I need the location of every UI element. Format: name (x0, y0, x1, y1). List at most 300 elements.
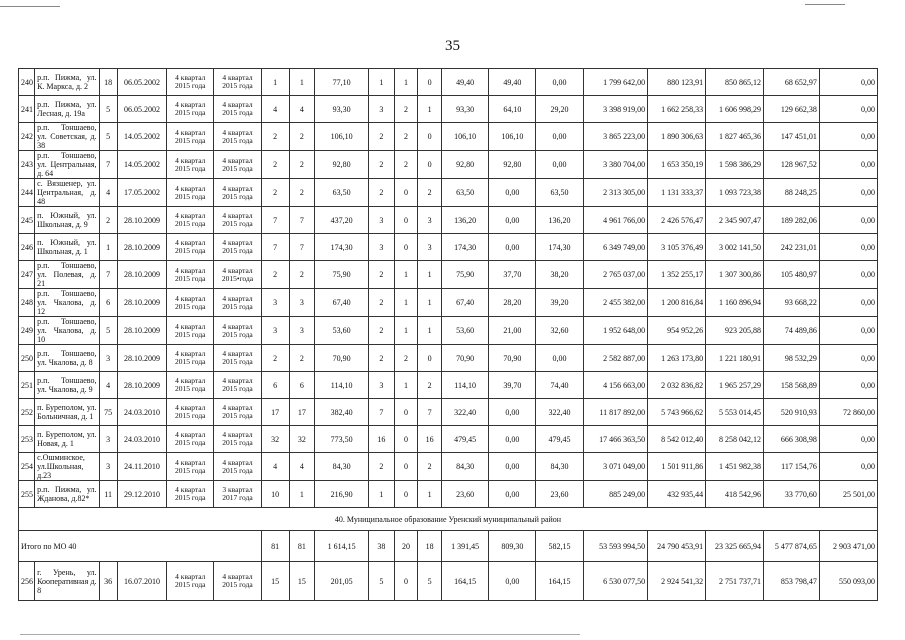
cost-local: 88 248,25 (764, 179, 820, 207)
area-a: 64,10 (489, 96, 536, 123)
recognition-date: 24.03.2010 (117, 399, 166, 426)
cost-fund: 1 131 333,37 (648, 179, 706, 207)
actual-quarter: 4 квартал 2015 года (214, 345, 261, 372)
resettled-count: 2 (289, 345, 315, 372)
area-a: 28,20 (489, 289, 536, 317)
cost-total: 3 398 919,00 (583, 96, 647, 123)
apartments-count: 11 (99, 481, 117, 508)
address-cell: с.Ошминское, ул.Школьная, д.23 (35, 453, 99, 481)
cost-total: 3 865 223,00 (583, 123, 647, 151)
table-row (19, 96, 878, 123)
recognition-date: 24.03.2010 (117, 426, 166, 453)
total-total-area: 1 614,15 (315, 531, 369, 562)
recognition-date: 29.12.2010 (117, 481, 166, 508)
cost-total: 2 582 887,00 (583, 345, 647, 372)
actual-quarter: 4 квартал 2015 года (214, 123, 261, 151)
units-a: 0 (394, 207, 418, 234)
units-a: 1 (394, 372, 418, 399)
planned-quarter: 4 квартал 2015 года (167, 207, 214, 234)
area-total: 53,60 (441, 317, 488, 345)
cost-extra: 72 860,00 (819, 399, 877, 426)
apartments-count: 18 (99, 69, 117, 96)
table-row (19, 481, 878, 508)
resettled-count: 17 (289, 399, 315, 426)
recognition-date: 28.10.2009 (117, 289, 166, 317)
table-row (19, 69, 878, 96)
cost-total: 1 952 648,00 (583, 317, 647, 345)
area-b: 136,20 (536, 207, 583, 234)
cost-fund: 1 662 258,33 (648, 96, 706, 123)
cost-fund: 1 263 173,80 (648, 345, 706, 372)
area-total: 136,20 (441, 207, 488, 234)
units-total: 2 (368, 179, 394, 207)
cost-region: 1 160 896,94 (706, 289, 764, 317)
cost-region: 1 221 180,91 (706, 345, 764, 372)
apartments-count: 3 (99, 345, 117, 372)
cost-extra: 25 501,00 (819, 481, 877, 508)
address-cell: р.п. Пижма, ул. Жданова, д.82* (35, 481, 99, 508)
units-total: 2 (368, 123, 394, 151)
resettled-count: 6 (289, 372, 315, 399)
area-b: 0,00 (536, 123, 583, 151)
cost-extra: 0,00 (819, 69, 877, 96)
cost-local: 129 662,38 (764, 96, 820, 123)
total-area-total: 1 391,45 (441, 531, 488, 562)
area-total: 63,50 (441, 179, 488, 207)
resettled-count: 3 (289, 317, 315, 345)
units-a: 2 (394, 123, 418, 151)
total-area: 382,40 (315, 399, 369, 426)
apartments-count: 75 (99, 399, 117, 426)
table-body (19, 69, 878, 601)
units-b: 2 (418, 453, 442, 481)
cost-fund: 880 123,91 (648, 69, 706, 96)
row-number: 247 (19, 261, 35, 289)
apartments-count: 2 (99, 207, 117, 234)
actual-quarter: 4 квартал 2015 года (214, 426, 261, 453)
cost-local: 117 154,76 (764, 453, 820, 481)
row-number: 255 (19, 481, 35, 508)
planned-quarter: 4 квартал 2015 года (167, 96, 214, 123)
actual-quarter: 4 квартал 2015•года (214, 261, 261, 289)
table-row (19, 207, 878, 234)
cost-extra: 0,00 (819, 151, 877, 179)
apartments-count: 4 (99, 372, 117, 399)
apartments-count: 1 (99, 234, 117, 261)
actual-quarter: 4 квартал 2015 года (214, 151, 261, 179)
actual-quarter: 4 квартал 2015 года (214, 96, 261, 123)
table-row (19, 179, 878, 207)
total-units-b: 18 (418, 531, 442, 562)
recognition-date: 24.11.2010 (117, 453, 166, 481)
units-a: 0 (394, 399, 418, 426)
cost-fund: 954 952,26 (648, 317, 706, 345)
area-b: 322,40 (536, 399, 583, 426)
cost-local: 105 480,97 (764, 261, 820, 289)
cost-local: 93 668,22 (764, 289, 820, 317)
row-number: 256 (19, 562, 35, 601)
cost-local: 33 770,60 (764, 481, 820, 508)
total-area: 114,10 (315, 372, 369, 399)
table-row (19, 151, 878, 179)
total-area: 773,50 (315, 426, 369, 453)
total-cost-total: 53 593 994,50 (583, 531, 647, 562)
recognition-date: 28.10.2009 (117, 345, 166, 372)
address-cell: р.п. Тоншаево, ул. Центральная, д. 64 (35, 151, 99, 179)
area-total: 174,30 (441, 234, 488, 261)
area-b: 164,15 (536, 562, 583, 601)
planned-quarter: 4 квартал 2015 года (167, 345, 214, 372)
residents-count: 2 (261, 345, 289, 372)
cost-extra: 0,00 (819, 426, 877, 453)
units-a: 1 (394, 69, 418, 96)
area-a: 0,00 (489, 562, 536, 601)
actual-quarter: 4 квартал 2015 года (214, 69, 261, 96)
actual-quarter: 4 квартал 2015 года (214, 453, 261, 481)
units-b: 0 (418, 69, 442, 96)
row-number: 249 (19, 317, 35, 345)
residents-count: 2 (261, 151, 289, 179)
row-number: 252 (19, 399, 35, 426)
planned-quarter: 4 квартал 2015 года (167, 234, 214, 261)
planned-quarter: 4 квартал 2015 года (167, 372, 214, 399)
cost-total: 2 455 382,00 (583, 289, 647, 317)
units-total: 3 (368, 234, 394, 261)
units-total: 3 (368, 372, 394, 399)
actual-quarter: 4 квартал 2015 года (214, 179, 261, 207)
area-a: 70,90 (489, 345, 536, 372)
residents-count: 17 (261, 399, 289, 426)
total-area: 67,40 (315, 289, 369, 317)
resettled-count: 15 (289, 562, 315, 601)
actual-quarter: 4 квартал 2015 года (214, 207, 261, 234)
planned-quarter: 4 квартал 2015 года (167, 151, 214, 179)
cost-total: 1 799 642,00 (583, 69, 647, 96)
row-number: 240 (19, 69, 35, 96)
cost-total: 2 313 305,00 (583, 179, 647, 207)
planned-quarter: 4 квартал 2015 года (167, 123, 214, 151)
area-b: 29,20 (536, 96, 583, 123)
units-a: 2 (394, 96, 418, 123)
recognition-date: 06.05.2002 (117, 96, 166, 123)
table-row (19, 399, 878, 426)
residents-count: 2 (261, 123, 289, 151)
address-cell: п. Южный, ул. Школьная, д. 9 (35, 207, 99, 234)
apartments-count: 7 (99, 261, 117, 289)
total-area: 174,30 (315, 234, 369, 261)
cost-region: 1 965 257,29 (706, 372, 764, 399)
cost-local: 520 910,93 (764, 399, 820, 426)
area-b: 0,00 (536, 151, 583, 179)
address-cell: р.п. Пижма, ул. К. Маркса, д. 2 (35, 69, 99, 96)
table-row (19, 426, 878, 453)
cost-extra: 0,00 (819, 179, 877, 207)
area-total: 106,10 (441, 123, 488, 151)
address-cell: г. Урень, ул. Кооперативная д. 8 (35, 562, 99, 601)
total-resettled-count: 81 (289, 531, 315, 562)
resettled-count: 32 (289, 426, 315, 453)
scan-artifact (0, 6, 60, 7)
residents-count: 4 (261, 96, 289, 123)
recognition-date: 14.05.2002 (117, 123, 166, 151)
total-cost-extra: 2 903 471,00 (819, 531, 877, 562)
actual-quarter: 4 квартал 2015 года (214, 399, 261, 426)
cost-fund: 2 032 836,82 (648, 372, 706, 399)
table-row (19, 289, 878, 317)
total-residents-count: 81 (261, 531, 289, 562)
units-a: 2 (394, 345, 418, 372)
row-number: 243 (19, 151, 35, 179)
recognition-date: 06.05.2002 (117, 69, 166, 96)
cost-extra: 0,00 (819, 123, 877, 151)
area-a: 21,00 (489, 317, 536, 345)
units-total: 2 (368, 261, 394, 289)
units-total: 2 (368, 453, 394, 481)
actual-quarter: 4 квартал 2015 года (214, 562, 261, 601)
resettled-count: 2 (289, 151, 315, 179)
total-area: 437,20 (315, 207, 369, 234)
planned-quarter: 4 квартал 2015 года (167, 317, 214, 345)
area-b: 23,60 (536, 481, 583, 508)
units-b: 3 (418, 207, 442, 234)
table-row (19, 453, 878, 481)
apartments-count: 7 (99, 151, 117, 179)
area-total: 479,45 (441, 426, 488, 453)
units-a: 1 (394, 261, 418, 289)
cost-fund: 1 653 350,19 (648, 151, 706, 179)
units-total: 2 (368, 345, 394, 372)
address-cell: р.п. Тоншаево, ул. Чкалова, д. 8 (35, 345, 99, 372)
page-number: 35 (445, 38, 460, 54)
cost-local: 189 282,06 (764, 207, 820, 234)
area-a: 92,80 (489, 151, 536, 179)
recognition-date: 16.07.2010 (117, 562, 166, 601)
resettled-count: 4 (289, 96, 315, 123)
residents-count: 15 (261, 562, 289, 601)
residents-count: 7 (261, 207, 289, 234)
resettled-count: 7 (289, 234, 315, 261)
total-area: 93,30 (315, 96, 369, 123)
cost-region: 1 093 723,38 (706, 179, 764, 207)
area-b: 63,50 (536, 179, 583, 207)
row-number: 253 (19, 426, 35, 453)
cost-fund: 2 426 576,47 (648, 207, 706, 234)
apartments-count: 5 (99, 317, 117, 345)
cost-total: 6 530 077,50 (583, 562, 647, 601)
residents-count: 7 (261, 234, 289, 261)
area-total: 84,30 (441, 453, 488, 481)
area-total: 49,40 (441, 69, 488, 96)
total-label: Итого по МО 40 (19, 531, 262, 562)
area-total: 75,90 (441, 261, 488, 289)
units-b: 1 (418, 96, 442, 123)
area-b: 174,30 (536, 234, 583, 261)
area-b: 32,60 (536, 317, 583, 345)
apartments-count: 36 (99, 562, 117, 601)
units-b: 1 (418, 261, 442, 289)
resettled-count: 2 (289, 261, 315, 289)
section-title: 40. Муниципальное образование Уренский муниципальный район (19, 508, 878, 531)
residents-count: 1 (261, 69, 289, 96)
cost-fund: 1 352 255,17 (648, 261, 706, 289)
area-a: 106,10 (489, 123, 536, 151)
apartments-count: 4 (99, 179, 117, 207)
address-cell: п. Южный, ул. Школьная, д. 1 (35, 234, 99, 261)
cost-region: 1 451 982,38 (706, 453, 764, 481)
units-a: 0 (394, 453, 418, 481)
units-total: 3 (368, 96, 394, 123)
cost-local: 666 308,98 (764, 426, 820, 453)
total-cost-region: 23 325 665,94 (706, 531, 764, 562)
residents-count: 10 (261, 481, 289, 508)
address-cell: р.п. Тоншаево, ул. Чкалова, д. 12 (35, 289, 99, 317)
cost-region: 3 002 141,50 (706, 234, 764, 261)
total-area: 77,10 (315, 69, 369, 96)
table-row (19, 261, 878, 289)
units-b: 1 (418, 317, 442, 345)
address-cell: с. Вязшенер, ул. Центральная, д. 48 (35, 179, 99, 207)
cost-total: 11 817 892,00 (583, 399, 647, 426)
row-number: 242 (19, 123, 35, 151)
apartments-count: 5 (99, 123, 117, 151)
area-total: 70,90 (441, 345, 488, 372)
area-a: 0,00 (489, 207, 536, 234)
area-a: 0,00 (489, 426, 536, 453)
area-a: 39,70 (489, 372, 536, 399)
area-a: 0,00 (489, 234, 536, 261)
total-area: 63,50 (315, 179, 369, 207)
area-b: 38,20 (536, 261, 583, 289)
actual-quarter: 4 квартал 2015 года (214, 234, 261, 261)
area-total: 92,80 (441, 151, 488, 179)
planned-quarter: 4 квартал 2015 года (167, 69, 214, 96)
cost-region: 850 865,12 (706, 69, 764, 96)
row-number: 250 (19, 345, 35, 372)
cost-fund: 432 935,44 (648, 481, 706, 508)
cost-local: 128 967,52 (764, 151, 820, 179)
cost-region: 923 205,88 (706, 317, 764, 345)
cost-fund: 1 890 306,63 (648, 123, 706, 151)
total-cost-fund: 24 790 453,91 (648, 531, 706, 562)
address-cell: п. Буреполом, ул. Больничная, д. 1 (35, 399, 99, 426)
total-row (19, 531, 878, 562)
total-area: 201,05 (315, 562, 369, 601)
table-row (19, 372, 878, 399)
address-cell: р.п. Тоншаево, ул. Советская, д. 38 (35, 123, 99, 151)
planned-quarter: 4 квартал 2015 года (167, 481, 214, 508)
total-area-a: 809,30 (489, 531, 536, 562)
area-a: 49,40 (489, 69, 536, 96)
apartments-count: 6 (99, 289, 117, 317)
area-b: 84,30 (536, 453, 583, 481)
area-total: 67,40 (441, 289, 488, 317)
row-number: 254 (19, 453, 35, 481)
units-a: 2 (394, 151, 418, 179)
units-total: 2 (368, 151, 394, 179)
resettled-count: 3 (289, 289, 315, 317)
units-b: 5 (418, 562, 442, 601)
recognition-date: 17.05.2002 (117, 179, 166, 207)
cost-extra: 0,00 (819, 207, 877, 234)
actual-quarter: 4 квартал 2015 года (214, 289, 261, 317)
units-total: 5 (368, 562, 394, 601)
table-row (19, 562, 878, 601)
cost-local: 74 489,86 (764, 317, 820, 345)
total-area: 216,90 (315, 481, 369, 508)
address-cell: п. Буреполом, ул. Новая, д. 1 (35, 426, 99, 453)
planned-quarter: 4 квартал 2015 года (167, 179, 214, 207)
total-cost-local: 5 477 874,65 (764, 531, 820, 562)
area-total: 114,10 (441, 372, 488, 399)
cost-region: 418 542,96 (706, 481, 764, 508)
units-b: 1 (418, 481, 442, 508)
units-b: 7 (418, 399, 442, 426)
units-a: 1 (394, 317, 418, 345)
cost-total: 4 961 766,00 (583, 207, 647, 234)
residents-count: 3 (261, 289, 289, 317)
total-area: 53,60 (315, 317, 369, 345)
actual-quarter: 4 квартал 2015 года (214, 372, 261, 399)
units-b: 3 (418, 234, 442, 261)
table-row (19, 345, 878, 372)
area-a: 0,00 (489, 179, 536, 207)
area-b: 479,45 (536, 426, 583, 453)
cost-local: 242 231,01 (764, 234, 820, 261)
cost-fund: 8 542 012,40 (648, 426, 706, 453)
cost-extra: 0,00 (819, 317, 877, 345)
address-cell: р.п. Пижма, ул. Лесная, д. 19а (35, 96, 99, 123)
cost-extra: 0,00 (819, 96, 877, 123)
area-total: 164,15 (441, 562, 488, 601)
total-units-total: 38 (368, 531, 394, 562)
row-number: 241 (19, 96, 35, 123)
planned-quarter: 4 квартал 2015 года (167, 289, 214, 317)
apartments-count: 5 (99, 96, 117, 123)
residents-count: 6 (261, 372, 289, 399)
units-a: 0 (394, 426, 418, 453)
cost-total: 17 466 363,50 (583, 426, 647, 453)
units-total: 1 (368, 481, 394, 508)
cost-total: 4 156 663,00 (583, 372, 647, 399)
cost-extra: 0,00 (819, 345, 877, 372)
planned-quarter: 4 квартал 2015 года (167, 562, 214, 601)
table-row (19, 234, 878, 261)
cost-fund: 3 105 376,49 (648, 234, 706, 261)
total-area: 75,90 (315, 261, 369, 289)
cost-total: 2 765 037,00 (583, 261, 647, 289)
cost-extra: 0,00 (819, 261, 877, 289)
planned-quarter: 4 квартал 2015 года (167, 261, 214, 289)
residents-count: 2 (261, 261, 289, 289)
units-total: 2 (368, 289, 394, 317)
recognition-date: 28.10.2009 (117, 234, 166, 261)
units-b: 16 (418, 426, 442, 453)
cost-region: 1 827 465,36 (706, 123, 764, 151)
area-b: 39,20 (536, 289, 583, 317)
planned-quarter: 4 квартал 2015 года (167, 399, 214, 426)
cost-extra: 0,00 (819, 234, 877, 261)
units-total: 16 (368, 426, 394, 453)
resettled-count: 1 (289, 481, 315, 508)
row-number: 251 (19, 372, 35, 399)
residents-count: 2 (261, 179, 289, 207)
total-units-a: 20 (394, 531, 418, 562)
cost-total: 885 249,00 (583, 481, 647, 508)
recognition-date: 28.10.2009 (117, 317, 166, 345)
cost-extra: 550 093,00 (819, 562, 877, 601)
resettled-count: 7 (289, 207, 315, 234)
recognition-date: 28.10.2009 (117, 261, 166, 289)
